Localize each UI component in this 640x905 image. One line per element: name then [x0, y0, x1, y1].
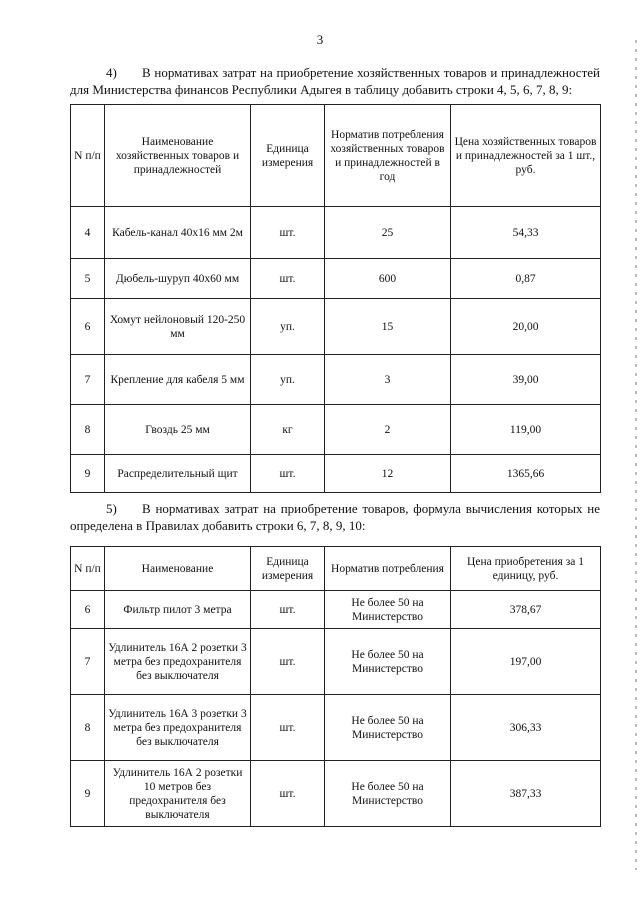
header-unit: Единица измерения: [251, 547, 325, 591]
row-number-cell: 8: [71, 695, 105, 761]
row-norm-cell: Не более 50 на Министерство: [325, 629, 451, 695]
table-row: [71, 591, 601, 629]
row-price-cell: 378,67: [451, 591, 601, 629]
header-name: Наименование: [105, 547, 251, 591]
row-price-cell: 119,00: [451, 405, 601, 455]
row-norm-cell: Не более 50 на Министерство: [325, 761, 451, 827]
row-name-cell: Крепление для кабеля 5 мм: [105, 355, 251, 405]
row-norm-cell: Не более 50 на Министерство: [325, 591, 451, 629]
row-unit-cell: шт.: [251, 455, 325, 493]
row-norm-cell: Не более 50 на Министерство: [325, 695, 451, 761]
row-price-cell: 20,00: [451, 299, 601, 355]
scan-edge-artifact: [635, 40, 637, 870]
table-row: [71, 355, 601, 405]
row-name-cell: Фильтр пилот 3 метра: [105, 591, 251, 629]
table-row: [71, 299, 601, 355]
row-name-cell: Кабель-канал 40х16 мм 2м: [105, 207, 251, 259]
row-number-cell: 9: [71, 761, 105, 827]
row-price-cell: 0,87: [451, 259, 601, 299]
row-name-cell: Распределительный щит: [105, 455, 251, 493]
section-4-text: [70, 64, 600, 98]
row-norm-cell: 15: [325, 299, 451, 355]
row-name-cell: Удлинитель 16А 2 розетки 10 метров без предохранителя без выключателя: [105, 761, 251, 827]
row-number-cell: 8: [71, 405, 105, 455]
table-row: [71, 455, 601, 493]
row-price-cell: 197,00: [451, 629, 601, 695]
row-unit-cell: шт.: [251, 591, 325, 629]
row-number-cell: 9: [71, 455, 105, 493]
row-unit-cell: шт.: [251, 259, 325, 299]
row-norm-cell: 25: [325, 207, 451, 259]
row-name-cell: Дюбель-шуруп 40х60 мм: [105, 259, 251, 299]
row-norm-cell: 600: [325, 259, 451, 299]
header-number: N п/п: [71, 547, 105, 591]
row-price-cell: 387,33: [451, 761, 601, 827]
row-number-cell: 4: [71, 207, 105, 259]
header-unit: Единица измерения: [251, 105, 325, 207]
row-number-cell: 5: [71, 259, 105, 299]
row-unit-cell: уп.: [251, 299, 325, 355]
row-norm-cell: 3: [325, 355, 451, 405]
section-5-line-1: 5) В нормативах затрат на приобретение товаров, формула вычисления которых не: [70, 500, 600, 517]
table-row: [71, 695, 601, 761]
row-unit-cell: уп.: [251, 355, 325, 405]
row-number-cell: 6: [71, 591, 105, 629]
row-price-cell: 1365,66: [451, 455, 601, 493]
row-name-cell: Удлинитель 16А 2 розетки 3 метра без предохранителя без выключателя: [105, 629, 251, 695]
row-name-cell: Хомут нейлоновый 120-250 мм: [105, 299, 251, 355]
section-4-line-2: для Министерства финансов Республики Адыгея в таблицу добавить строки 4, 5, 6, 7, 8, 9:: [70, 82, 573, 97]
section-5-line-2: определена в Правилах добавить строки 6, 7, 8, 9, 10:: [70, 518, 366, 533]
row-number-cell: 7: [71, 629, 105, 695]
table-row: [71, 405, 601, 455]
header-norm: Норматив потребления хозяйственных товаров и принадлежностей в год: [325, 105, 451, 207]
row-price-cell: 306,33: [451, 695, 601, 761]
row-price-cell: 54,33: [451, 207, 601, 259]
header-number: N п/п: [71, 105, 105, 207]
row-unit-cell: шт.: [251, 695, 325, 761]
header-norm: Норматив потребления: [325, 547, 451, 591]
section-5-number: 5): [106, 501, 117, 516]
row-unit-cell: кг: [251, 405, 325, 455]
header-price: Цена приобретения за 1 единицу, руб.: [451, 547, 601, 591]
row-number-cell: 7: [71, 355, 105, 405]
table-household-goods: [70, 104, 601, 493]
row-number-cell: 6: [71, 299, 105, 355]
table-row: [71, 761, 601, 827]
table-other-goods: [70, 546, 601, 827]
table-row: [71, 207, 601, 259]
section-4-line-1: 4) В нормативах затрат на приобретение хозяйственных товаров и принадлежностей: [70, 64, 600, 81]
header-name: Наименование хозяйственных товаров и принадлежностей: [105, 105, 251, 207]
table-row: [71, 259, 601, 299]
row-name-cell: Удлинитель 16А 3 розетки 3 метра без предохранителя без выключателя: [105, 695, 251, 761]
section-4-number: 4): [106, 65, 117, 80]
section-5-text: [70, 500, 600, 534]
table-header-row: [71, 547, 601, 591]
header-price: Цена хозяйственных товаров и принадлежностей за 1 шт., руб.: [451, 105, 601, 207]
row-unit-cell: шт.: [251, 207, 325, 259]
page-number: 3: [316, 32, 324, 47]
table-header-row: [71, 105, 601, 207]
row-price-cell: 39,00: [451, 355, 601, 405]
row-unit-cell: шт.: [251, 761, 325, 827]
row-name-cell: Гвоздь 25 мм: [105, 405, 251, 455]
table-row: [71, 629, 601, 695]
row-unit-cell: шт.: [251, 629, 325, 695]
row-norm-cell: 12: [325, 455, 451, 493]
row-norm-cell: 2: [325, 405, 451, 455]
